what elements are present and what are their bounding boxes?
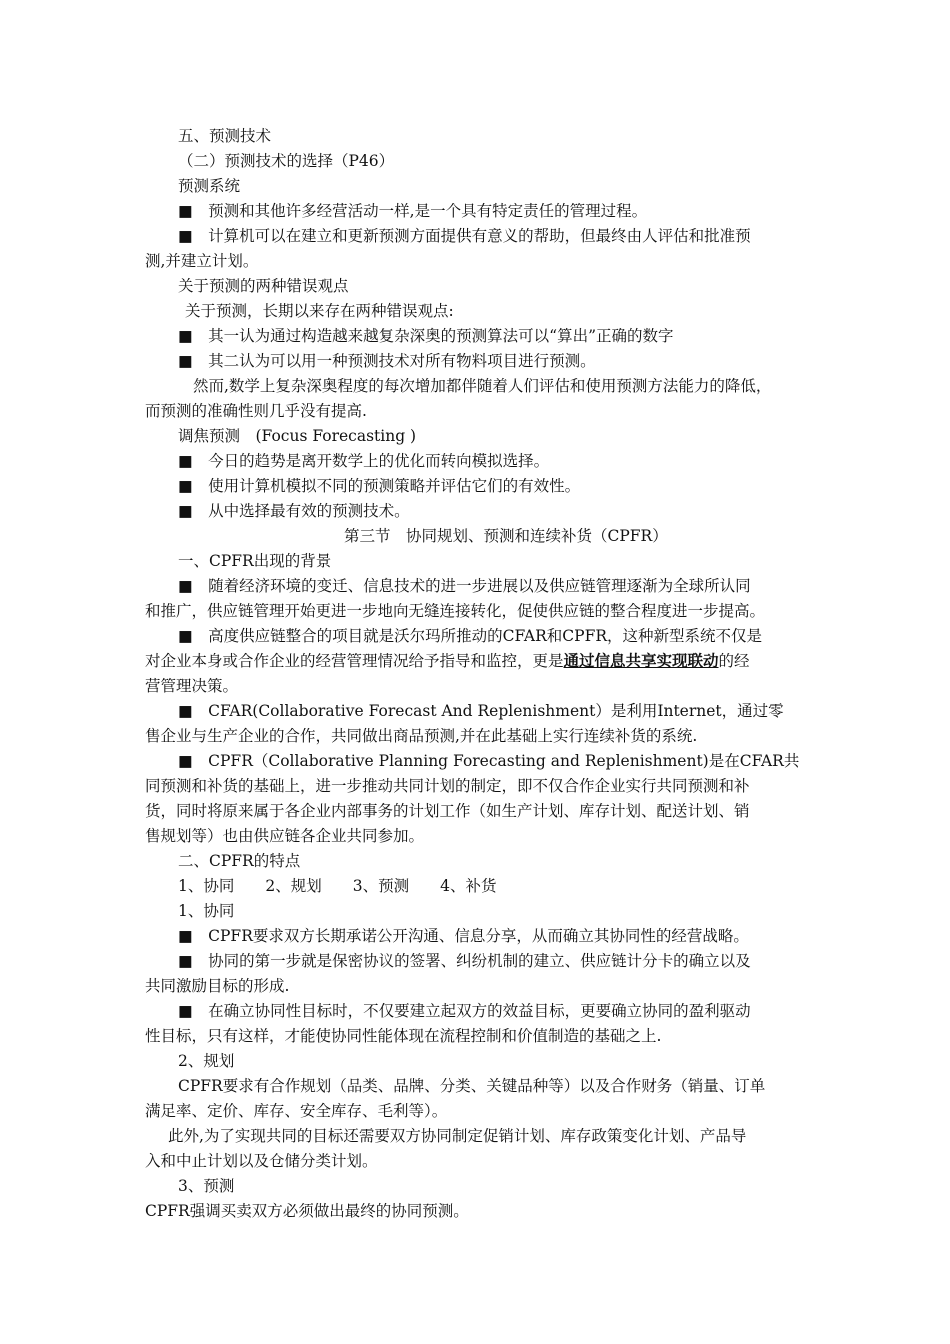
paragraph-line: 营管理决策。: [145, 677, 239, 695]
paragraph-text: 对企业本身或合作企业的经营管理情况给予指导和监控，更是: [145, 652, 564, 670]
label-forecast-system: 预测系统: [178, 177, 241, 195]
bullet-line: ■ CPFR（Collaborative Planning Forecasting and Replenishment)是在CFAR共: [178, 752, 800, 770]
bullet-line: ■ 今日的趋势是离开数学上的优化而转向模拟选择。: [178, 452, 550, 470]
bullet-line: ■ 使用计算机模拟不同的预测策略并评估它们的有效性。: [178, 477, 581, 495]
subheading-focus-forecasting: 调焦预测 (Focus Forecasting ): [178, 427, 417, 445]
paragraph-line: 性目标，只有这样，才能使协同性能体现在流程控制和价值制造的基础之上.: [145, 1027, 662, 1045]
subheading-two-misconceptions: 关于预测的两种错误观点: [178, 277, 349, 295]
paragraph-line: 货，同时将原来属于各企业内部事务的计划工作（如生产计划、库存计划、配送计划、销: [145, 802, 750, 820]
subheading-forecasting: 3、预测: [178, 1177, 235, 1195]
bullet-line: ■ 协同的第一步就是保密协议的签署、纠纷机制的建立、供应链计分卡的确立以及: [178, 952, 751, 970]
paragraph-line: 关于预测，长期以来存在两种错误观点:: [185, 302, 454, 320]
paragraph-line: 共同激励目标的形成.: [145, 977, 290, 995]
subheading-planning: 2、规划: [178, 1052, 235, 1070]
bullet-line: ■ 在确立协同性目标时，不仅要建立起双方的效益目标，更要确立协同的盈利驱动: [178, 1002, 751, 1020]
paragraph-line: 售企业与生产企业的合作，共同做出商品预测,并在此基础上实行连续补货的系统.: [145, 727, 698, 745]
heading-forecasting-techniques: 五、预测技术: [178, 127, 272, 145]
paragraph-line: 测,并建立计划。: [145, 252, 259, 270]
paragraph-line: 而预测的准确性则几乎没有提高.: [145, 402, 367, 420]
paragraph-line: CPFR要求有合作规划（品类、品牌、分类、关键品种等）以及合作财务（销量、订单: [178, 1077, 766, 1095]
subheading-cpfr-background: 一、CPFR出现的背景: [178, 552, 332, 570]
paragraph-line: 满足率、定价、库存、安全库存、毛利等）。: [145, 1102, 448, 1120]
paragraph-line: 此外,为了实现共同的目标还需要双方协同制定促销计划、库存政策变化计划、产品导: [168, 1127, 747, 1145]
bullet-line: ■ CPFR要求双方长期承诺公开沟通、信息分享，从而确立其协同性的经营战略。: [178, 927, 749, 945]
bullet-line: ■ 从中选择最有效的预测技术。: [178, 502, 410, 520]
subheading-collaboration: 1、协同: [178, 902, 235, 920]
paragraph-line: CPFR强调买卖双方必须做出最终的协同预测。: [145, 1202, 469, 1220]
section-title-cpfr: 第三节 协同规划、预测和连续补货（CPFR）: [344, 527, 668, 545]
paragraph-line: 然而,数学上复杂深奥程度的每次增加都伴随着人们评估和使用预测方法能力的降低，: [193, 377, 772, 395]
paragraph-line: [145, 651, 750, 671]
paragraph-line: 同预测和补货的基础上，进一步推动共同计划的制定，即不仅合作企业实行共同预测和补: [145, 777, 750, 795]
bullet-line: ■ CFAR(Collaborative Forecast And Replenishment）是利用Internet，通过零: [178, 702, 784, 720]
paragraph-line: 售规划等）也由供应链各企业共同参加。: [145, 827, 425, 845]
subheading-technique-selection: （二）预测技术的选择（P46）: [178, 152, 395, 170]
bullet-line: ■ 随着经济环境的变迁、信息技术的进一步进展以及供应链管理逐渐为全球所认同: [178, 577, 751, 595]
bullet-line: ■ 计算机可以在建立和更新预测方面提供有意义的帮助，但最终由人评估和批准预: [178, 227, 751, 245]
bullet-line: ■ 其二认为可以用一种预测技术对所有物料项目进行预测。: [178, 352, 596, 370]
emphasis-info-sharing: 通过信息共享实现联动: [563, 651, 719, 670]
bullet-line: ■ 预测和其他许多经营活动一样,是一个具有特定责任的管理过程。: [178, 202, 648, 220]
bullet-line: ■ 其一认为通过构造越来越复杂深奥的预测算法可以“算出”正确的数字: [178, 327, 674, 345]
subheading-cpfr-features: 二、CPFR的特点: [178, 852, 301, 870]
paragraph-text: 的经: [718, 652, 750, 670]
paragraph-line: 和推广，供应链管理开始更进一步地向无缝连接转化，促使供应链的整合程度进一步提高。: [145, 602, 766, 620]
bullet-line: ■ 高度供应链整合的项目就是沃尔玛所推动的CFAR和CPFR，这种新型系统不仅是: [178, 627, 762, 645]
feature-list: 1、协同 2、规划 3、预测 4、补货: [178, 877, 497, 895]
paragraph-line: 入和中止计划以及仓储分类计划。: [145, 1152, 378, 1170]
